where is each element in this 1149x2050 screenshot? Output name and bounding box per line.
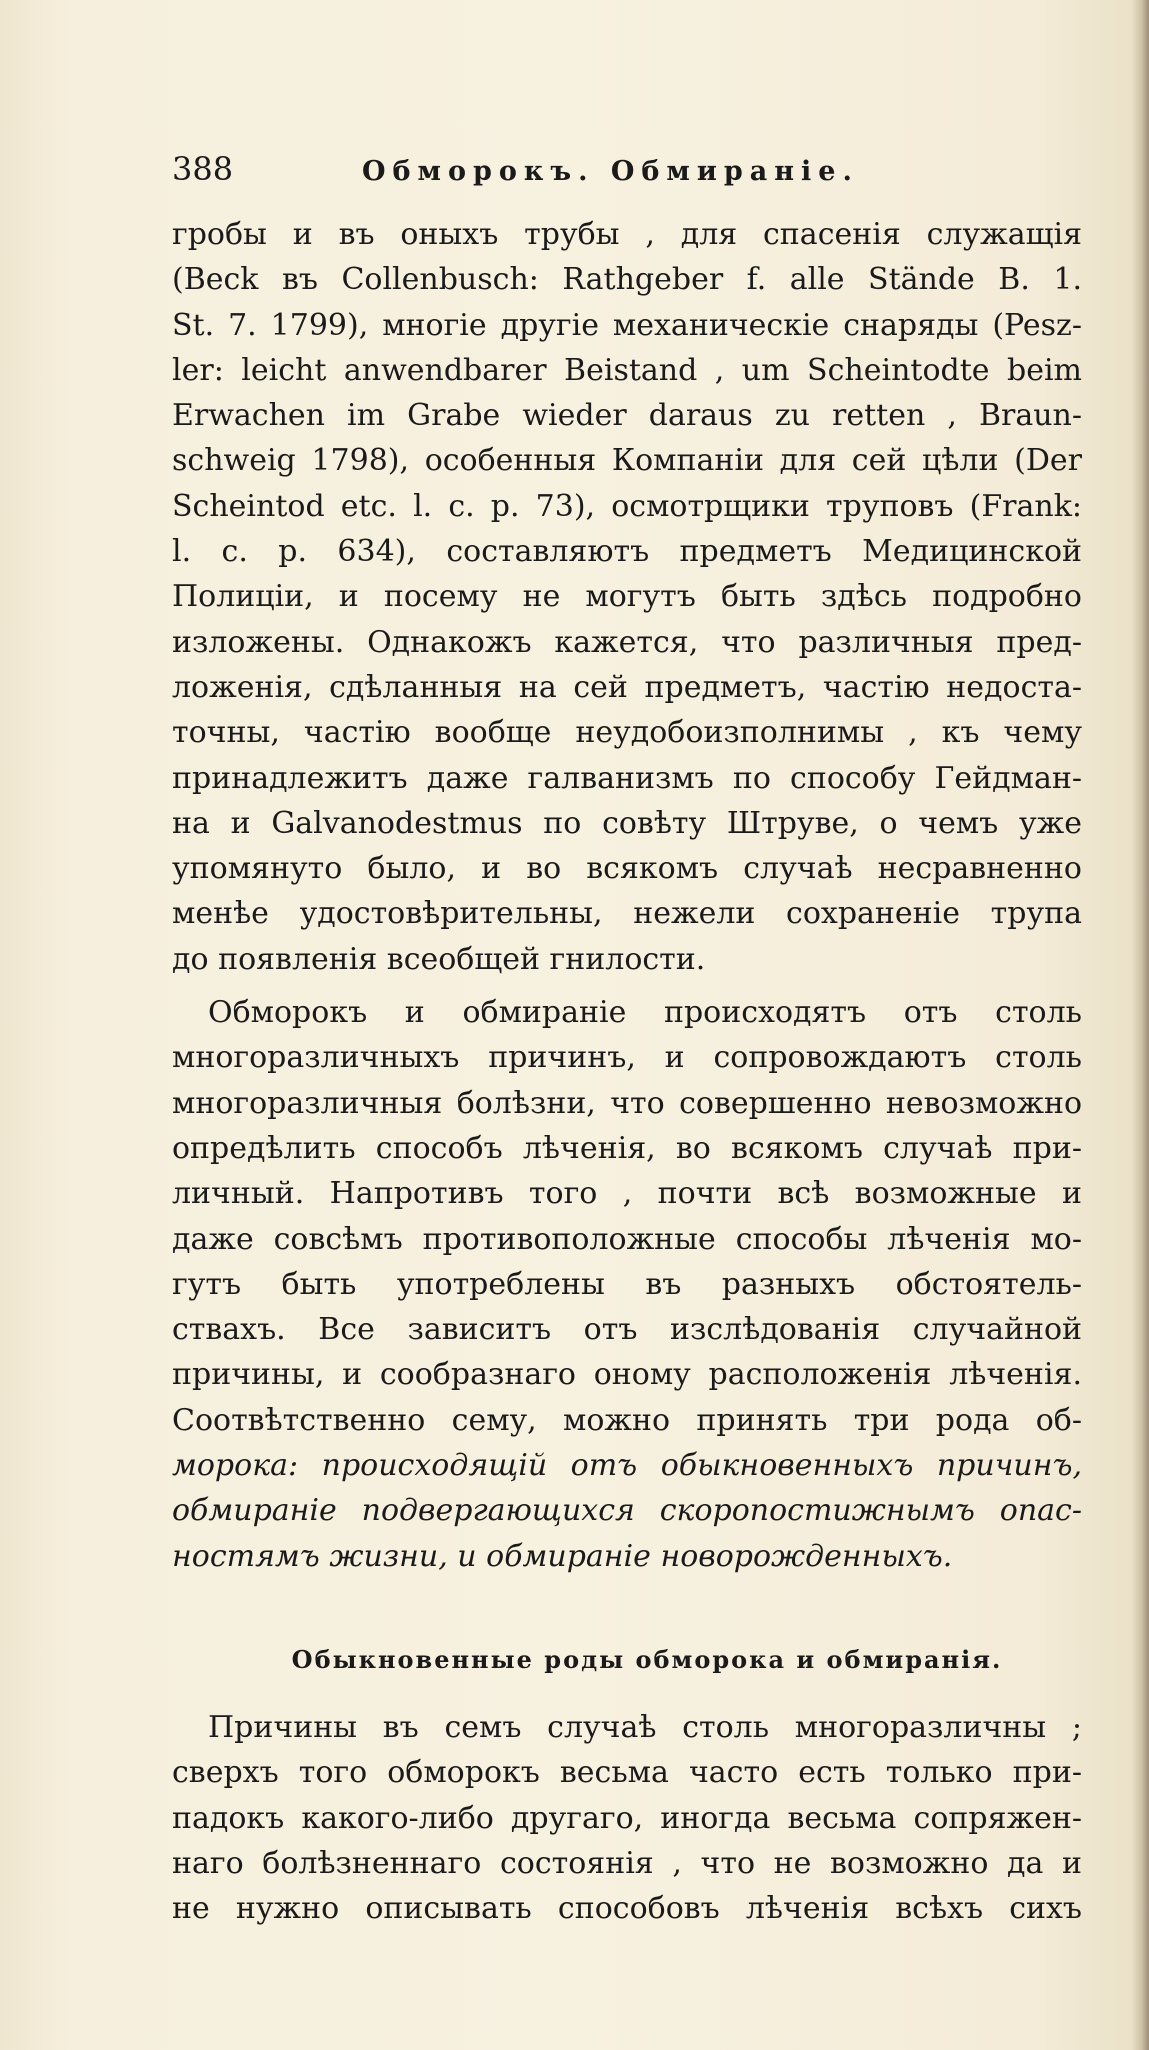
text-line: l. c. p. 634), составляютъ предметъ Медицинской bbox=[172, 534, 1082, 570]
text-line: на и Galvanodestmus по совѣту Штруве, о чемъ уже bbox=[172, 805, 1082, 841]
text-line: наго болѣзненнаго состоянiя , что не возможно да и bbox=[172, 1845, 1082, 1881]
text-line: Причины въ семъ случаѣ столь многоразличны ; bbox=[208, 1709, 1082, 1745]
paragraph-spacer bbox=[172, 982, 1082, 990]
page-edge-shadow bbox=[1131, 0, 1149, 2050]
text-line: личный. Напротивъ того , почти всѣ возможные и bbox=[172, 1176, 1082, 1212]
page-header bbox=[172, 150, 1082, 198]
running-head: Обморокъ. Обмиранiе. bbox=[362, 156, 859, 187]
text-line: до появленiя всеобщей гнилости. bbox=[172, 941, 706, 977]
text-line: гробы и въ оныхъ трубы , для спасенiя служащiя bbox=[172, 217, 1082, 252]
text-line: Erwachen im Grabe wieder daraus zu retten , Braun- bbox=[172, 398, 1082, 434]
text-line: ствахъ. Все зависитъ отъ изслѣдованiя случайной bbox=[172, 1312, 1082, 1348]
text-line: schweig 1798), особенныя Компанiи для сей цѣли (Der bbox=[172, 443, 1082, 479]
text-line: St. 7. 1799), многiе другiе механическiе снаряды (Pesz- bbox=[172, 307, 1082, 343]
section-spacer bbox=[172, 1689, 1082, 1705]
text-line: менѣе удостовѣрительны, нежели сохраненiе трупа bbox=[172, 896, 1082, 932]
paragraph-3 bbox=[172, 1705, 1082, 1931]
text-line: упомянуто было, и во всякомъ случаѣ несравненно bbox=[172, 851, 1082, 887]
text-line: не нужно описывать способовъ лѣченiя всѣхъ сихъ bbox=[172, 1891, 1082, 1927]
text-line: обмиранiе подвергающихся скоропостижнымъ опас- bbox=[172, 1493, 1082, 1529]
page-number: 388 bbox=[172, 150, 234, 188]
section-spacer bbox=[172, 1579, 1082, 1631]
text-line: ler: leicht anwendbarer Beistand , um Scheintodte beim bbox=[172, 352, 1082, 388]
text-line: гутъ быть употреблены въ разныхъ обстоятель- bbox=[172, 1266, 1082, 1302]
text-line: изложены. Однакожъ кажется, что различныя пред- bbox=[172, 624, 1082, 660]
text-line: (Beck въ Collenbusch: Rathgeber f. alle Stände B. 1. bbox=[172, 262, 1082, 298]
text-line: многоразличныя болѣзни, что совершенно невозможно bbox=[172, 1085, 1082, 1121]
text-line: падокъ какого-либо другаго, иногда весьма сопряжен- bbox=[172, 1800, 1082, 1836]
text-line: ностямъ жизни, и обмиранiе новорожденныхъ. bbox=[172, 1538, 953, 1574]
text-line: точны, частiю вообще неудобоизполнимы , къ чему bbox=[172, 715, 1082, 751]
text-line: сверхъ того обморокъ весьма часто есть только при- bbox=[172, 1755, 1082, 1791]
text-line: Scheintod etc. l. c. p. 73), осмотрщики труповъ (Frank: bbox=[172, 488, 1082, 524]
text-line: Полицiи, и посему не могутъ быть здѣсь подробно bbox=[172, 579, 1082, 615]
text-line: Соотвѣтственно сему, можно принять три рода об- bbox=[172, 1402, 1082, 1438]
text-block bbox=[172, 150, 1082, 1931]
paragraph-2 bbox=[172, 990, 1082, 1579]
text-line: ложенiя, сдѣланныя на сей предметъ, частiю недоста- bbox=[172, 669, 1082, 705]
text-line: морока: происходящiй отъ обыкновенныхъ причинъ, bbox=[172, 1448, 1082, 1484]
text-line: Обморокъ и обмиранiе происходятъ отъ столь bbox=[208, 995, 1082, 1031]
paragraph-1 bbox=[172, 212, 1082, 982]
text-line: принадлежитъ даже галванизмъ по способу Гейдман- bbox=[172, 760, 1082, 796]
section-heading: Обыкновенные роды обморока и обмиранiя. bbox=[291, 1644, 1003, 1674]
text-line: даже совсѣмъ противоположные способы лѣченiя мо- bbox=[172, 1221, 1082, 1257]
text-line: многоразличныхъ причинъ, и сопровождаютъ столь bbox=[172, 1040, 1082, 1076]
text-line: причины, и сообразнаго оному расположенiя лѣченiя. bbox=[172, 1357, 1082, 1393]
text-line: опредѣлить способъ лѣченiя, во всякомъ случаѣ при- bbox=[172, 1130, 1082, 1166]
